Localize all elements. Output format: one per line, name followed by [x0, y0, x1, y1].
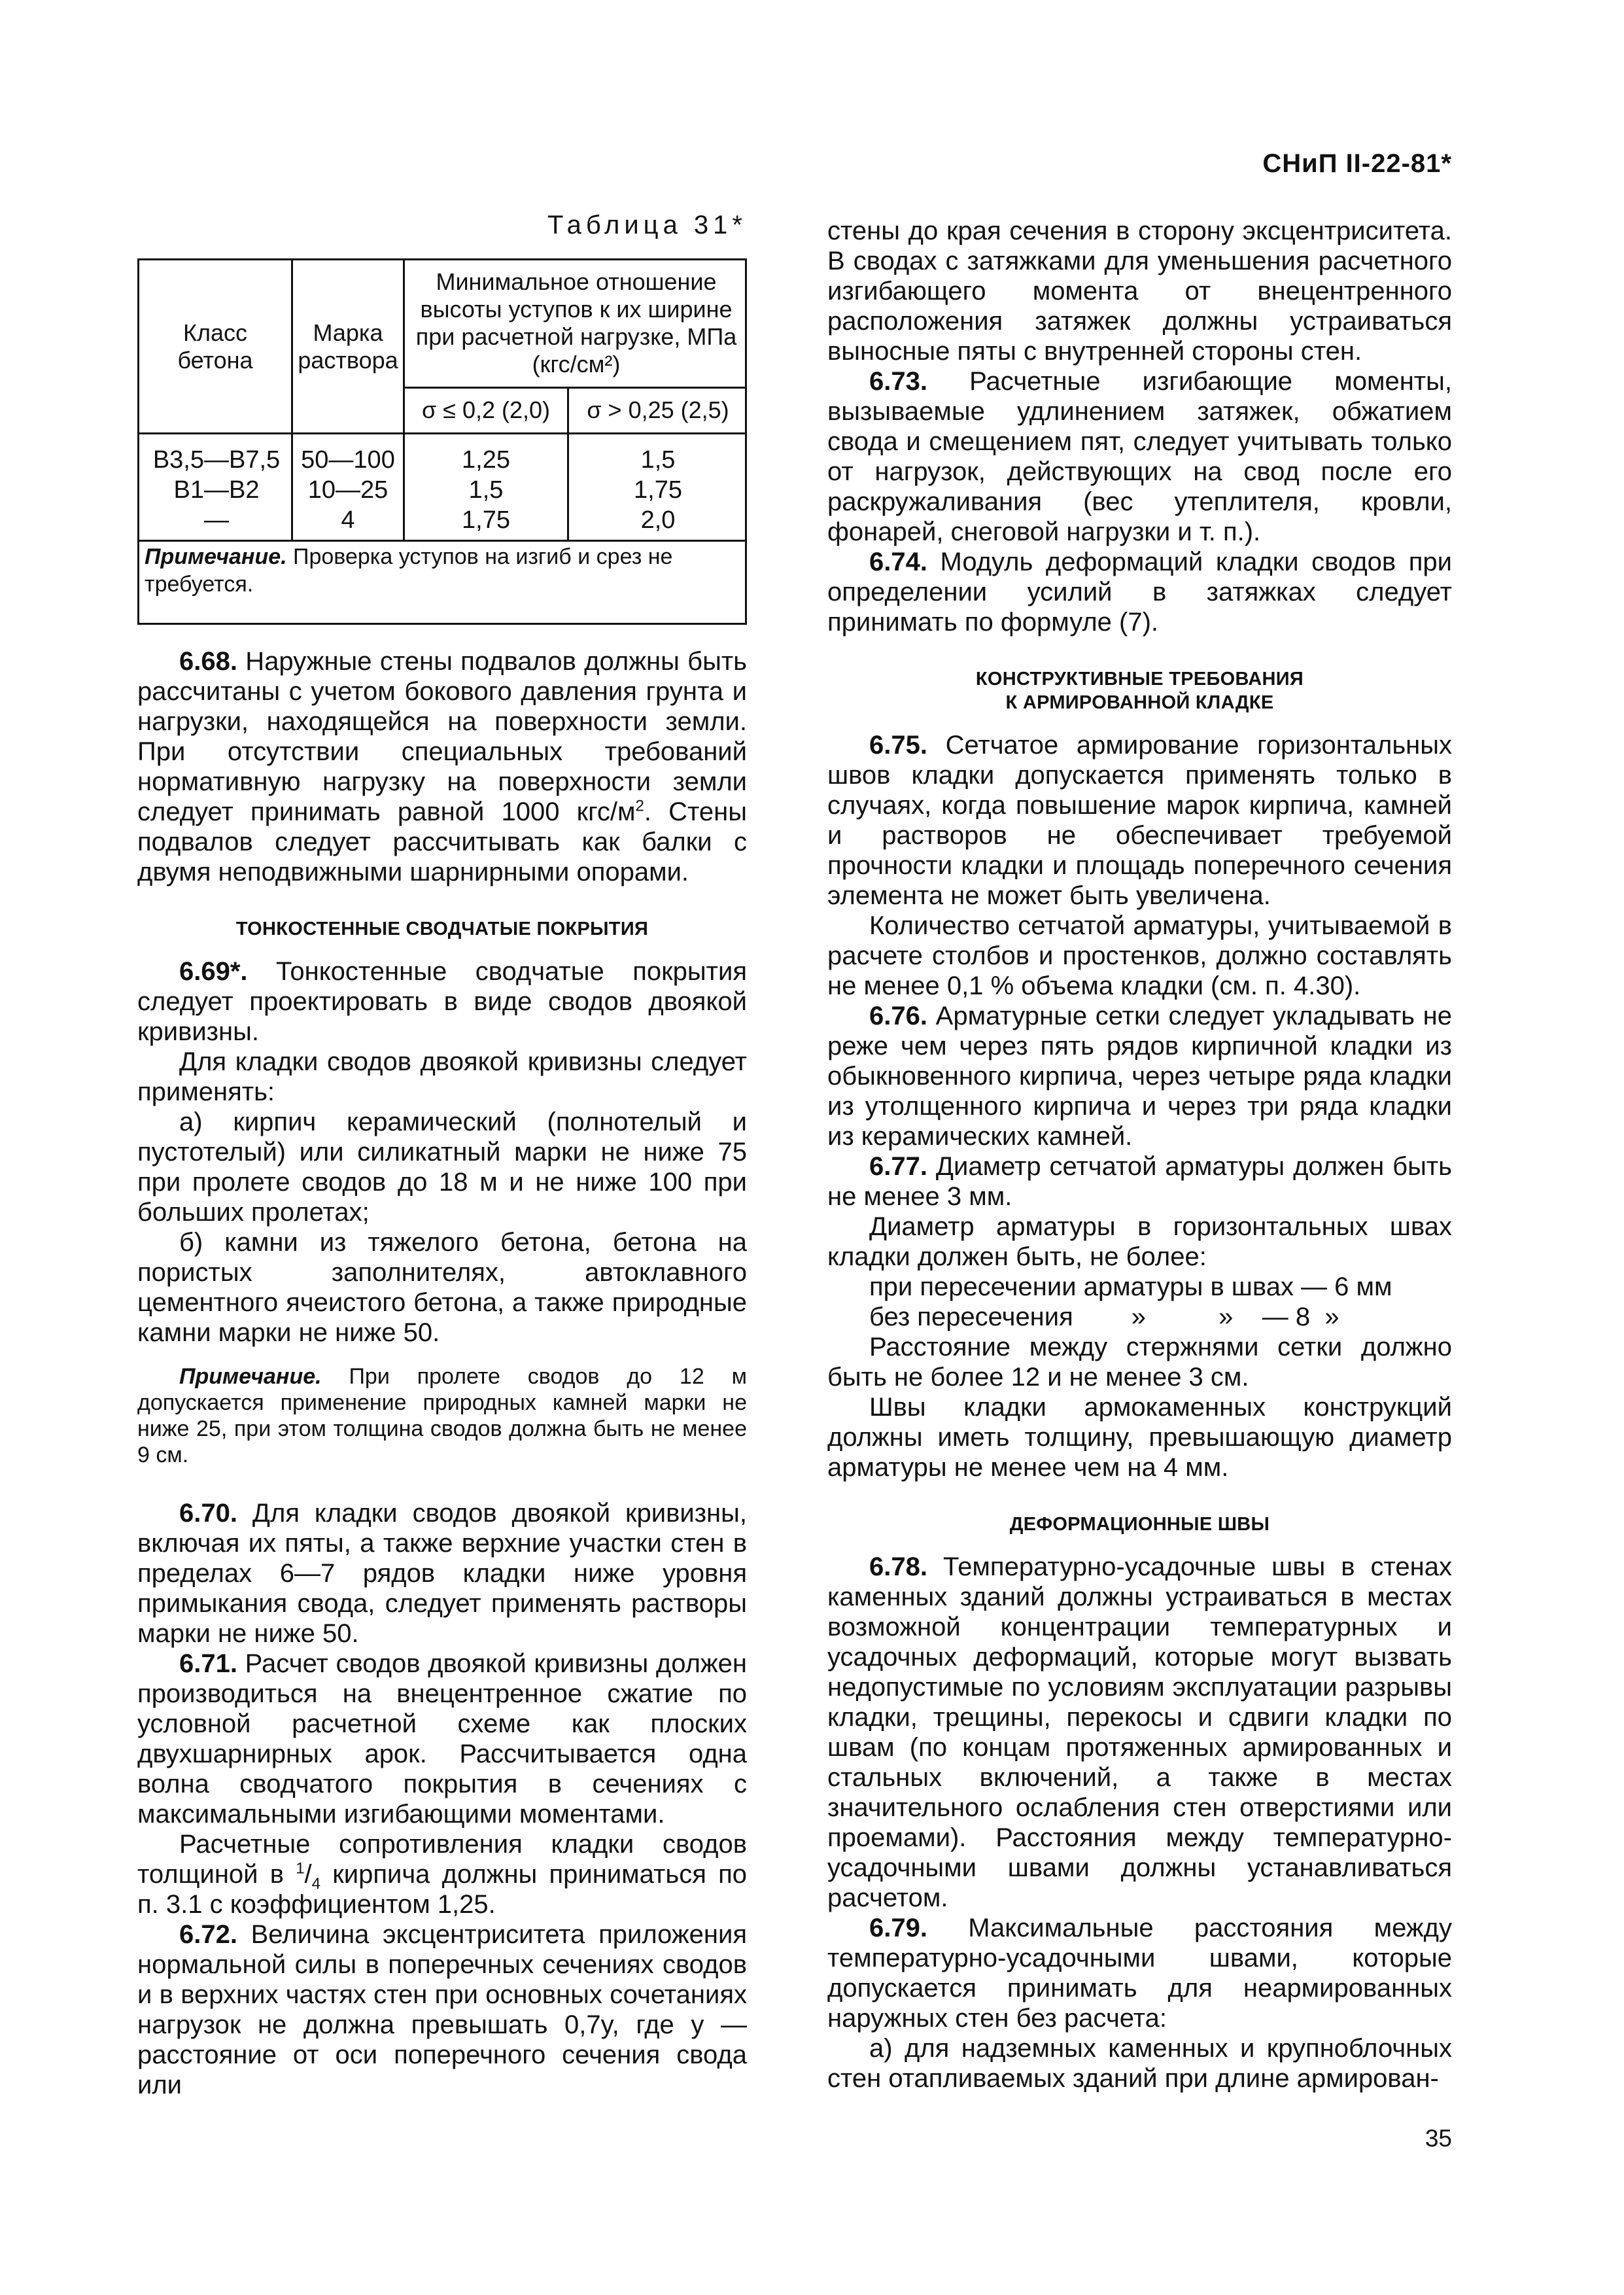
table-cell: 50—100 — [301, 446, 395, 474]
table-vline — [291, 260, 293, 540]
table-cell: 1,75 — [462, 506, 510, 534]
paragraph-6-72 — [137, 1919, 747, 2100]
table-header-mark: Марка раствора — [298, 319, 398, 374]
page-number: 35 — [1425, 2125, 1452, 2152]
left-column — [137, 646, 747, 2100]
paragraph: Расчетные сопротивления кладки сводов толщиной в $^1/_4$ кирпича должны приниматься по п. 3.1 с коэффициентом 1,25. — [137, 1830, 747, 1919]
paragraph-6-70 — [137, 1498, 747, 1649]
table-note-text: Проверка уступов на изгиб и срез не требуется. — [145, 544, 673, 597]
paragraph-6-76 — [827, 1001, 1452, 1151]
clause-text: Диаметр сетчатой арматуры должен быть не менее 3 мм. — [827, 1152, 1452, 1211]
table-header-class: Класс бетона — [177, 319, 253, 374]
note — [137, 1363, 747, 1468]
paragraph-6-77 — [827, 1151, 1452, 1212]
table-subheader-b: σ > 0,25 (2,5) — [587, 396, 729, 423]
table-cell: 1,5 — [468, 476, 504, 504]
paragraph: Количество сетчатой арматуры, учитываемой в расчете столбов и простенков, должно составлять не менее 0,1 % объема кладки (см. п. 4.30). — [827, 911, 1452, 1000]
clause-number: 6.74. — [869, 548, 927, 576]
table-hline — [403, 387, 747, 389]
section-heading: ТОНКОСТЕННЫЕ СВОДЧАТЫЕ ПОКРЫТИЯ — [235, 919, 649, 939]
table-cell: В1—В2 — [173, 476, 260, 504]
clause-text: кирпича должны приниматься по п. 3.1 с коэффициентом 1,25. — [137, 1860, 747, 1919]
fraction-denominator: 4 — [311, 1875, 321, 1893]
clause-text: Тонкостенные сводчатые покрытия следует проектировать в виде сводов двоякой кривизны. — [137, 957, 747, 1046]
table-cell: 2,0 — [640, 506, 676, 534]
paragraph-line: без пересечения » » — 8 » — [869, 1303, 1339, 1331]
section-heading: ДЕФОРМАЦИОННЫЕ ШВЫ — [1009, 1514, 1270, 1535]
paragraph-6-73 — [827, 366, 1452, 547]
paragraph-6-78 — [827, 1552, 1452, 1913]
clause-number: 6.75. — [869, 731, 927, 760]
right-column — [827, 216, 1452, 2094]
table-31 — [137, 258, 747, 625]
list-item-a: а) кирпич керамический (полнотелый и пустотелый) или силикатный марки не ниже 75 при пролете сводов до 18 м и не ниже 100 при больших пролетах; — [137, 1108, 747, 1227]
clause-text: Расчетные сопротивления кладки сводов толщиной в — [137, 1830, 747, 1889]
table-subheader-a: σ ≤ 0,2 (2,0) — [421, 396, 551, 423]
clause-number: 6.69*. — [179, 957, 248, 986]
clause-number: 6.68. — [179, 647, 237, 676]
clause-text: Арматурные сетки следует укладывать не реже чем через пять рядов кирпичной кладки из обыкновенного кирпича, через четыре ряда кладки из утолщенного кирпича и через три ряда кладки из керамических камней. — [827, 1002, 1452, 1151]
clause-number: 6.77. — [869, 1152, 927, 1181]
superscript: 2 — [635, 797, 644, 815]
clause-number: 6.79. — [869, 1914, 927, 1942]
paragraph-6-71 — [137, 1649, 747, 1829]
table-vline — [403, 260, 405, 540]
table-cell: 1,25 — [462, 446, 510, 474]
clause-text: Величина эксцентриситета приложения нормальной силы в поперечных сечениях сводов и в верхних частях стен при основных сочетаниях нагрузок не должна превышать 0,7y, где y — расстояние от оси поперечного сечения свода или — [137, 1920, 747, 2099]
paragraph-6-69 — [137, 956, 747, 1047]
paragraph: Диаметр арматуры в горизонтальных швах кладки должен быть, не более: — [827, 1212, 1452, 1271]
paragraph-continuation: стены до края сечения в сторону эксцентриситета. В сводах с затяжками для уменьшения расчетного изгибающего момента от внецентренного расположения затяжек должны устраиваться выносные пяты с внутренней стороны стен. — [827, 217, 1452, 366]
clause-text: Расчетные изгибающие моменты, вызываемые удлинением затяжек, обжатием свода и смещением пят, следует учитывать только от нагрузок, действующих на свод после его раскружаливания (вес утеплителя, кровли, фонарей, снеговой нагрузки и т. п.). — [827, 367, 1452, 546]
table-cell: 1,75 — [634, 476, 682, 504]
clause-number: 6.71. — [179, 1649, 237, 1678]
table-cell: 1,5 — [640, 446, 676, 474]
clause-text: Расчет сводов двоякой кривизны должен производиться на внецентренное сжатие по условной расчетной схеме как плоских двухшарнирных арок. Рассчитывается одна волна сводчатого покрытия в сечениях с максимальными изгибающими моментами. — [137, 1649, 747, 1829]
paragraph-6-68 — [137, 646, 747, 887]
paragraph-6-75 — [827, 730, 1452, 911]
clause-number: 6.72. — [179, 1920, 237, 1949]
table-hline — [139, 432, 747, 434]
table-cell: В3,5—В7,5 — [152, 446, 281, 474]
section-heading: К АРМИРОВАННОЙ КЛАДКЕ — [1005, 692, 1274, 713]
table-hline — [139, 540, 747, 542]
paragraph-line: при пересечении арматуры в швах — 6 мм — [869, 1272, 1392, 1301]
clause-number: 6.73. — [869, 367, 927, 396]
clause-number: 6.78. — [869, 1552, 927, 1581]
table-cell: — — [204, 506, 229, 534]
paragraph: Швы кладки армокаменных конструкций должны иметь толщину, превышающую диаметр арматуры не менее чем на 4 мм. — [827, 1393, 1452, 1482]
table-vline — [567, 387, 569, 540]
clause-number: 6.70. — [179, 1499, 237, 1528]
paragraph-6-79 — [827, 1913, 1452, 2033]
fraction-numerator: 1 — [296, 1859, 305, 1878]
list-item-a: а) для надземных каменных и крупноблочных стен отапливаемых зданий при длине армирован- — [827, 2034, 1452, 2093]
table-note — [145, 543, 738, 598]
table-caption: Таблица 31* — [547, 211, 747, 239]
table-cell: 10—25 — [307, 476, 389, 504]
clause-text: Сетчатое армирование горизонтальных швов кладки допускается применять только в случаях, когда повышение марок кирпича, камней и растворов не обеспечивает требуемой прочности кладки и площадь поперечного сечения элемента не может быть увеличена. — [827, 731, 1452, 910]
list-item-b: б) камни из тяжелого бетона, бетона на пористых заполнителях, автоклавного цементного ячеистого бетона, а также природные камни марки не ниже 50. — [137, 1228, 747, 1347]
clause-number: 6.76. — [869, 1002, 927, 1030]
clause-text: Температурно-усадочные швы в стенах каменных зданий должны устраиваться в местах возможной концентрации температурных и усадочных деформаций, которые могут вызвать недопустимые по условиям эксплуатации разрывы кладки, трещины, перекосы и сдвиги кладки по швам (по концам протяженных армированных и стальных включений, а также в местах значительного ослабления стен отверстиями или проемами). Расстояния между температурно-усадочными швами должны устанавливаться расчетом. — [827, 1552, 1452, 1912]
table-cell: 4 — [341, 506, 355, 534]
clause-text: Наружные стены подвалов должны быть рассчитаны с учетом бокового давления грунта и нагрузки, находящейся на поверхности земли. При отсутствии специальных требований нормативную нагрузку на поверхности земли следует принимать равной 1000 кгс/м — [137, 647, 747, 826]
note-label: Примечание. — [179, 1364, 322, 1389]
paragraph: Расстояние между стержнями сетки должно быть не более 12 и не менее 3 см. — [827, 1333, 1452, 1392]
clause-text: . Стены подвалов следует рассчитывать как балки с двумя неподвижными шарнирными опорами. — [137, 797, 747, 886]
clause-text: Для кладки сводов двоякой кривизны, включая их пяты, а также верхние участки стен в пределах 6—7 рядов кладки ниже уровня примыкания свода, следует применять растворы марки не ниже 50. — [137, 1499, 747, 1648]
table-header-ratio: Минимальное отношение высоты уступов к их ширине при расчетной нагрузке, МПа (кгс/см²) — [415, 268, 737, 377]
document-code: СНиП II-22-81* — [1262, 149, 1452, 178]
note-text: При пролете сводов до 12 м допускается применение природных камней марки не ниже 25, при этом толщина сводов должна быть не менее 9 см. — [137, 1364, 747, 1467]
clause-text: Максимальные расстояния между температурно-усадочными швами, которые допускается принимать для неармированных наружных стен без расчета: — [827, 1914, 1452, 2033]
section-heading: КОНСТРУКТИВНЫЕ ТРЕБОВАНИЯ — [975, 669, 1304, 690]
paragraph: Для кладки сводов двоякой кривизны следует применять: — [137, 1047, 747, 1106]
paragraph-6-74 — [827, 547, 1452, 637]
table-note-label: Примечание. — [145, 544, 287, 569]
clause-text: Модуль деформаций кладки сводов при определении усилий в затяжках следует принимать по формуле (7). — [827, 548, 1452, 637]
